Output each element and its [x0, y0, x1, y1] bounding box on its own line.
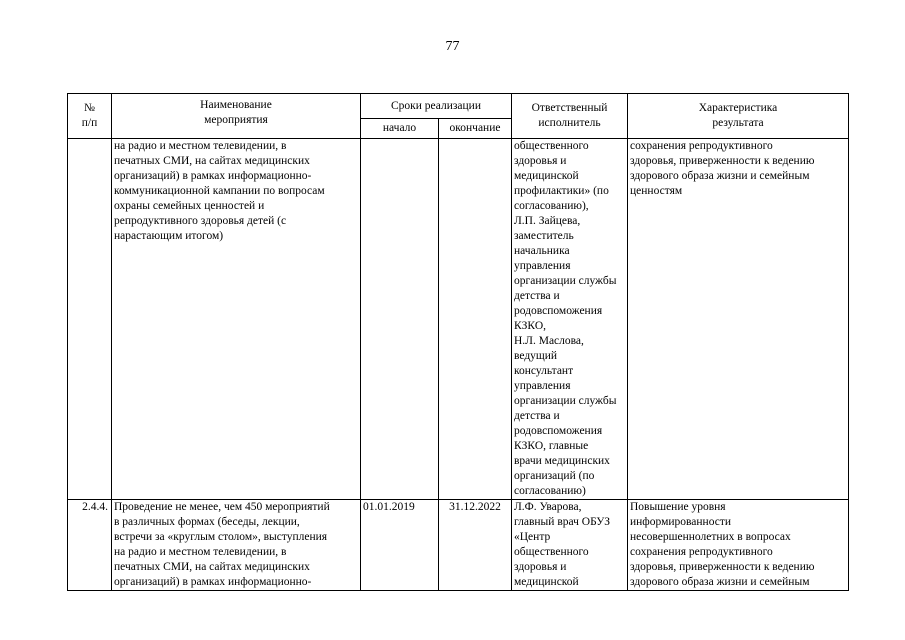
header-name: Наименование мероприятия	[112, 94, 361, 139]
header-responsible: Ответственный исполнитель	[512, 94, 628, 139]
table-row	[68, 500, 849, 591]
table-row	[68, 139, 849, 500]
cell-name: Проведение не менее, чем 450 мероприятий в различных формах (беседы, лекции, встречи за «круглым столом», выступления на радио и местном телевидении, в печатных СМИ, на сайтах медицинских организаций) в рамках информационно-	[112, 500, 361, 591]
cell-num: 2.4.4.	[68, 500, 112, 591]
cell-start: 01.01.2019	[361, 500, 439, 591]
cell-result: Повышение уровня информированности несовершеннолетних в вопросах сохранения репродуктивного здоровья, приверженности к ведению здорового образа жизни и семейным	[628, 500, 849, 591]
cell-end	[439, 139, 512, 500]
cell-responsible: общественного здоровья и медицинской профилактики» (по согласованию), Л.П. Зайцева, заместитель начальника управления организации службы детства и родовспоможения КЗКО, Н.Л. Маслова, ведущий консультант управления организации службы детства и родовспоможения КЗКО, главные врачи медицинских организаций (по согласованию)	[512, 139, 628, 500]
cell-responsible: Л.Ф. Уварова, главный врач ОБУЗ «Центр общественного здоровья и медицинской	[512, 500, 628, 591]
cell-start	[361, 139, 439, 500]
page-number: 77	[445, 39, 460, 54]
cell-name: на радио и местном телевидении, в печатных СМИ, на сайтах медицинских организаций) в рамках информационно- коммуникационной кампании по вопросам охраны семейных ценностей и репродуктивного здоровья детей (с нарастающим итогом)	[112, 139, 361, 500]
header-row	[68, 94, 849, 119]
header-end: окончание	[439, 119, 512, 139]
header-deadlines: Сроки реализации	[361, 94, 512, 119]
header-num: № п/п	[68, 94, 112, 139]
header-result: Характеристика результата	[628, 94, 849, 139]
header-start: начало	[361, 119, 439, 139]
activities-table	[67, 93, 849, 591]
cell-num	[68, 139, 112, 500]
cell-end: 31.12.2022	[439, 500, 512, 591]
cell-result: сохранения репродуктивного здоровья, приверженности к ведению здорового образа жизни и семейным ценностям	[628, 139, 849, 500]
